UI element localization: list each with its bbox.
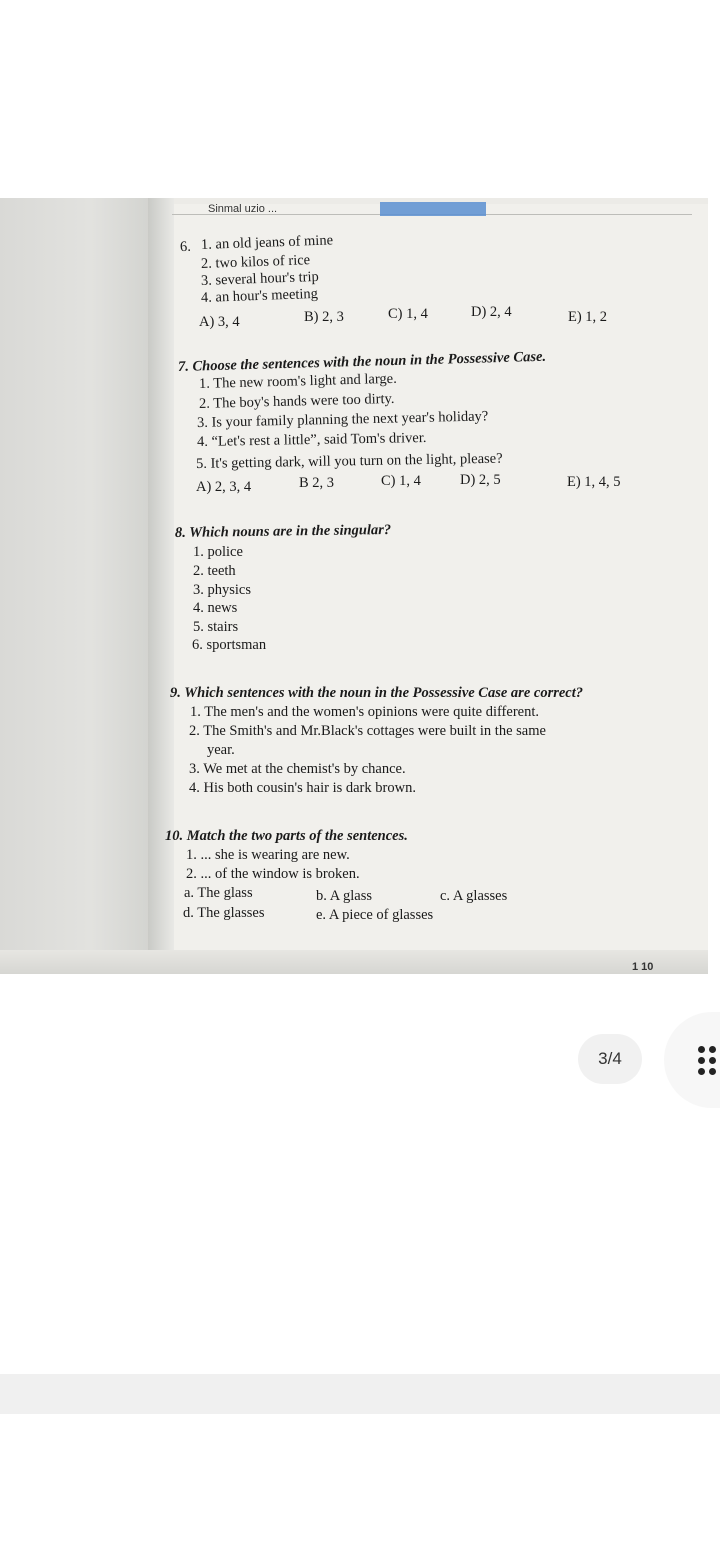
more-options-button[interactable] bbox=[664, 1012, 720, 1108]
q10-option-b: b. A glass bbox=[316, 888, 372, 904]
q6-item-1: 1. an old jeans of mine bbox=[200, 232, 334, 253]
q10-option-c: c. A glasses bbox=[440, 888, 508, 904]
q6-item-4: 4. an hour's meeting bbox=[200, 285, 319, 306]
q6-option-d: D) 2, 4 bbox=[471, 304, 512, 320]
q10-item-1: 1. ... she is wearing are new. bbox=[186, 847, 350, 863]
q8-item-2: 2. teeth bbox=[193, 563, 236, 579]
header-accent-bar bbox=[380, 202, 486, 216]
q7-option-b: B 2, 3 bbox=[299, 475, 335, 491]
q7-option-d: D) 2, 5 bbox=[460, 472, 501, 488]
q6-option-a: A) 3, 4 bbox=[199, 314, 240, 330]
q10-item-2: 2. ... of the window is broken. bbox=[186, 866, 360, 882]
q10-option-e: e. A piece of glasses bbox=[316, 907, 434, 923]
book-gutter bbox=[148, 198, 174, 974]
q7-option-e: E) 1, 4, 5 bbox=[567, 474, 621, 490]
document-photo bbox=[0, 198, 708, 974]
bottom-divider-band bbox=[0, 1374, 720, 1414]
page-header: Sinmal uzio ... bbox=[208, 203, 278, 215]
q7-item-1: 1. The new room's light and large. bbox=[198, 370, 397, 392]
q8-question: 8. Which nouns are in the singular? bbox=[174, 521, 392, 541]
left-page bbox=[0, 198, 165, 974]
q9-item-1: 1. The men's and the women's opinions were quite different. bbox=[190, 704, 539, 720]
q6-number: 6. bbox=[179, 238, 192, 256]
q10-question: 10. Match the two parts of the sentences. bbox=[165, 828, 408, 844]
q8-item-1: 1. police bbox=[193, 544, 243, 560]
page-bottom-edge bbox=[0, 950, 708, 974]
q7-question: 7. Choose the sentences with the noun in the Possessive Case. bbox=[177, 348, 547, 375]
q8-item-4: 4. news bbox=[193, 600, 238, 616]
q7-item-4: 4. “Let's rest a little”, said Tom's driver. bbox=[196, 429, 427, 450]
q6-item-2: 2. two kilos of rice bbox=[200, 252, 311, 272]
q9-item-4: 4. His both cousin's hair is dark brown. bbox=[189, 780, 416, 796]
q8-item-3: 3. physics bbox=[193, 582, 251, 598]
q9-item-3: 3. We met at the chemist's by chance. bbox=[189, 761, 406, 777]
q10-option-a: a. The glass bbox=[184, 885, 253, 901]
q7-item-3: 3. Is your family planning the next year's holiday? bbox=[196, 408, 489, 431]
q10-option-d: d. The glasses bbox=[183, 905, 265, 921]
q7-option-c: C) 1, 4 bbox=[381, 473, 421, 489]
q9-item-2-cont: year. bbox=[207, 742, 235, 758]
q8-item-5: 5. stairs bbox=[193, 619, 239, 635]
page-number: 1 10 bbox=[632, 961, 654, 973]
q9-item-2: 2. The Smith's and Mr.Black's cottages were built in the same bbox=[189, 723, 546, 739]
q6-option-c: C) 1, 4 bbox=[388, 306, 428, 322]
q7-option-a: A) 2, 3, 4 bbox=[196, 479, 252, 495]
q7-item-5: 5. It's getting dark, will you turn on the light, please? bbox=[195, 450, 503, 472]
q6-option-b: B) 2, 3 bbox=[304, 309, 344, 325]
q7-item-2: 2. The boy's hands were too dirty. bbox=[198, 390, 395, 412]
q8-item-6: 6. sportsman bbox=[192, 637, 267, 653]
q6-option-e: E) 1, 2 bbox=[568, 309, 608, 325]
image-counter-badge: 3/4 bbox=[578, 1034, 642, 1084]
q9-question: 9. Which sentences with the noun in the Possessive Case are correct? bbox=[170, 685, 584, 701]
q6-item-3: 3. several hour's trip bbox=[200, 268, 319, 289]
